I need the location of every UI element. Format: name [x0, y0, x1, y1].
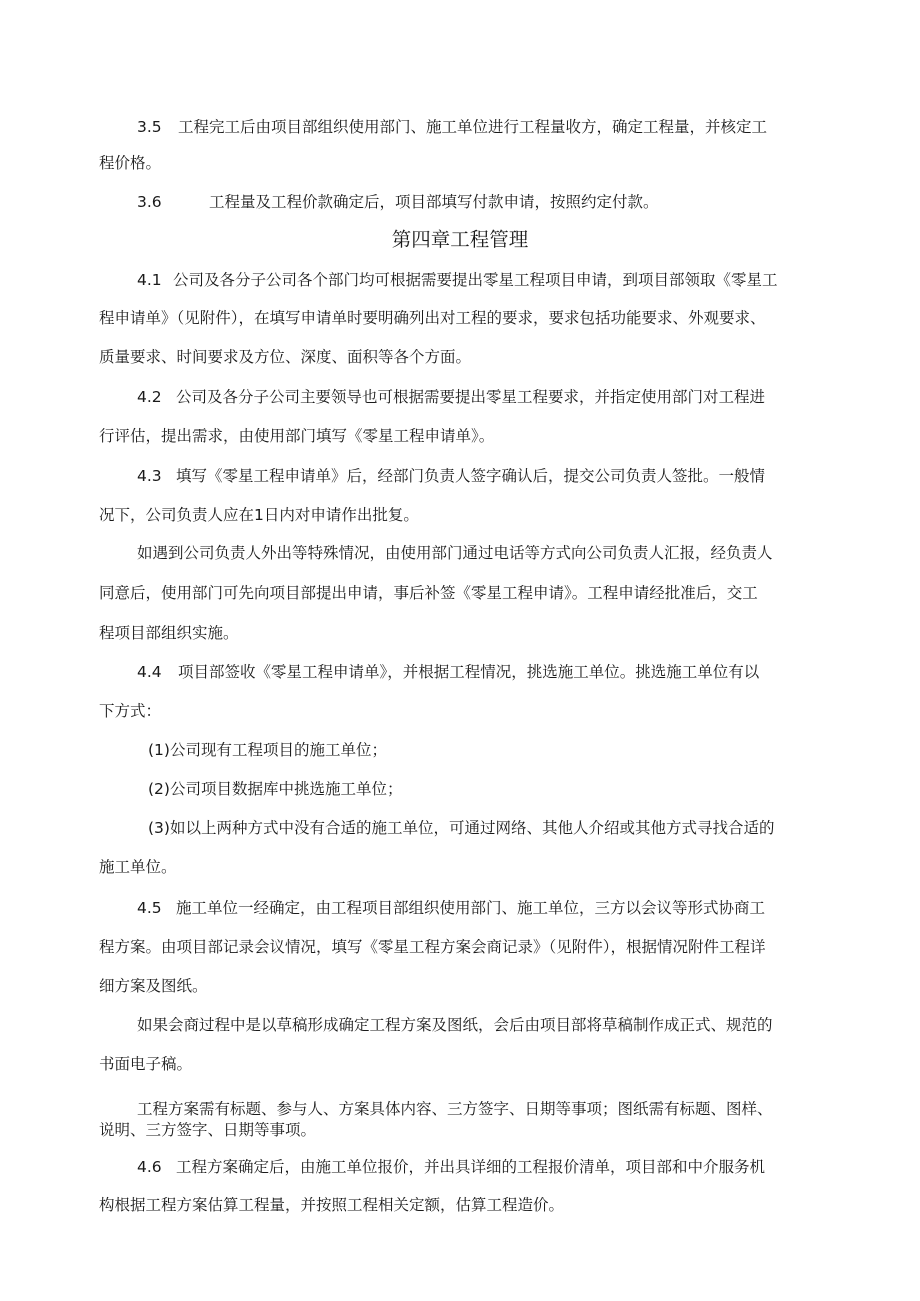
- paragraph-line: 程价格。: [99, 154, 162, 172]
- paragraph-line: 如果会商过程中是以草稿形成确定工程方案及图纸，会后由项目部将草稿制作成正式、规范的: [137, 1016, 773, 1034]
- paragraph-line: 施工单位一经确定，由工程项目部组织使用部门、施工单位，三方以会议等形式协商工: [176, 899, 766, 917]
- list-item-text: (3)如以上两种方式中没有合适的施工单位，可通过网络、其他人介绍或其他方式寻找合适的: [148, 819, 775, 837]
- paragraph-line: 说明、三方签字、日期等事项。: [99, 1121, 317, 1139]
- section-number: 3.5: [137, 118, 162, 136]
- paragraph-line: 如遇到公司负责人外出等特殊情况，由使用部门通过电话等方式向公司负责人汇报，经负责人: [137, 544, 773, 562]
- paragraph-line: 施工单位。: [99, 858, 177, 876]
- paragraph-line: 况下，公司负责人应在1日内对申请作出批复。: [99, 506, 419, 524]
- section-number: 4.3: [137, 467, 162, 485]
- paragraph-line: 下方式：: [99, 702, 162, 720]
- paragraph-line: 填写《零星工程申请单》后，经部门负责人签字确认后，提交公司负责人签批。一般情: [176, 467, 766, 485]
- paragraph-line: 工程量及工程价款确定后，项目部填写付款申请，按照约定付款。: [209, 193, 659, 211]
- paragraph-line: 书面电子稿。: [99, 1055, 193, 1073]
- paragraph-line: 工程完工后由项目部组织使用部门、施工单位进行工程量收方，确定工程量，并核定工: [178, 118, 768, 136]
- paragraph-line: 工程方案需有标题、参与人、方案具体内容、三方签字、日期等事项；图纸需有标题、图样、: [137, 1100, 773, 1118]
- paragraph-line: 公司及各分子公司主要领导也可根据需要提出零星工程要求，并指定使用部门对工程进: [176, 388, 766, 406]
- paragraph-line: 细方案及图纸。: [99, 977, 208, 995]
- section-number: 4.1: [137, 271, 162, 289]
- chapter-title: 第四章工程管理: [391, 228, 529, 251]
- paragraph-line: 同意后，使用部门可先向项目部提出申请，事后补签《零星工程申请》。工程申请经批准后，交工: [99, 584, 758, 602]
- paragraph-line: 公司及各分子公司各个部门均可根据需要提出零星工程项目申请，到项目部领取《零星工: [173, 271, 778, 289]
- paragraph-line: 构根据工程方案估算工程量，并按照工程相关定额，估算工程造价。: [99, 1196, 565, 1214]
- list-item-text: (1)公司现有工程项目的施工单位；: [148, 741, 387, 759]
- paragraph-line: 工程方案确定后，由施工单位报价，并出具详细的工程报价清单，项目部和中介服务机: [176, 1158, 766, 1176]
- section-number: 4.5: [137, 899, 162, 917]
- paragraph-line: 程项目部组织实施。: [99, 624, 239, 642]
- paragraph-line: 行评估，提出需求，由使用部门填写《零星工程申请单》。: [99, 427, 495, 445]
- section-number: 4.2: [137, 388, 162, 406]
- paragraph-line: 程申请单》（见附件），在填写申请单时要明确列出对工程的要求，要求包括功能要求、外观要求、: [99, 309, 766, 327]
- paragraph-line: 项目部签收《零星工程申请单》，并根据工程情况，挑选施工单位。挑选施工单位有以: [178, 663, 760, 681]
- list-item-text: (2)公司项目数据库中挑选施工单位；: [148, 780, 403, 798]
- section-number: 3.6: [137, 193, 162, 211]
- section-number: 4.4: [137, 663, 162, 681]
- paragraph-line: 质量要求、时间要求及方位、深度、面积等各个方面。: [99, 348, 472, 366]
- paragraph-line: 程方案。由项目部记录会议情况，填写《零星工程方案会商记录》（见附件），根据情况附件工程详: [99, 938, 766, 956]
- section-number: 4.6: [137, 1158, 162, 1176]
